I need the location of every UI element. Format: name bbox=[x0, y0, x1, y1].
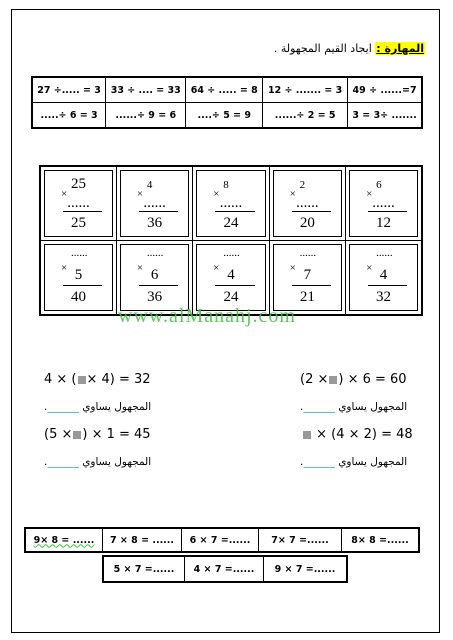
fraction-dots[interactable]: ...... bbox=[296, 195, 319, 211]
times-sign: × bbox=[289, 262, 296, 274]
eq-text: × (4 × 2) = 48 bbox=[316, 427, 413, 442]
division-cell[interactable]: 33 ÷ .... = 33 bbox=[106, 77, 186, 103]
fraction-dots[interactable]: ...... bbox=[219, 195, 243, 211]
fraction-cell[interactable] bbox=[40, 241, 116, 316]
fraction-den: 20 bbox=[299, 215, 315, 231]
fraction-mid: 7 bbox=[303, 267, 312, 283]
unknown-label: المجهول يساوي bbox=[338, 401, 408, 413]
unknown-dot: . bbox=[300, 401, 304, 413]
fraction-cell[interactable] bbox=[193, 166, 269, 241]
unknown-dot: . bbox=[300, 456, 304, 468]
unknown-dot: . bbox=[44, 456, 48, 468]
mult-cell[interactable]: 8× 8 =...... bbox=[342, 528, 420, 552]
unknown-answer-1 bbox=[44, 401, 151, 413]
table-row bbox=[32, 77, 422, 103]
fraction-cell[interactable] bbox=[269, 166, 345, 241]
unknown-label: المجهول يساوي bbox=[82, 401, 152, 413]
eq-text: ) × 1 = 45 bbox=[82, 427, 151, 442]
fraction-dots[interactable]: ...... bbox=[67, 195, 90, 211]
fraction-bar bbox=[215, 285, 254, 286]
skill-label: المهارة : bbox=[376, 42, 424, 55]
mult-cell[interactable]: 6 × 7 =...... bbox=[182, 528, 259, 552]
unknown-square-icon[interactable] bbox=[303, 431, 311, 439]
unknown-answer-4 bbox=[300, 456, 407, 468]
division-cell[interactable]: 27 ÷..... = 3 bbox=[32, 77, 106, 103]
fraction-bar bbox=[139, 211, 178, 212]
mult-cell[interactable]: 9 × 7 =...... bbox=[264, 556, 348, 582]
equation-4 bbox=[302, 427, 413, 442]
division-cell[interactable]: 12 ÷ ....... = 3 bbox=[263, 77, 348, 103]
watermark: www.alManahj.com bbox=[118, 305, 296, 327]
fraction-cell[interactable] bbox=[346, 241, 422, 316]
fraction-top: 8 bbox=[223, 179, 229, 191]
answer-blank[interactable]: ______ bbox=[47, 401, 79, 413]
fraction-mid: 5 bbox=[74, 267, 83, 283]
division-cell[interactable]: 3 = 3÷ ....... bbox=[348, 103, 422, 129]
fraction-top: 6 bbox=[376, 179, 382, 191]
fraction-bar bbox=[292, 285, 331, 286]
fraction-den: 24 bbox=[223, 215, 239, 231]
times-sign: × bbox=[289, 188, 296, 200]
fraction-bar bbox=[215, 211, 254, 212]
fraction-den: 32 bbox=[376, 289, 392, 305]
eq-text: 4 × ( bbox=[44, 372, 77, 387]
fraction-mid: 4 bbox=[379, 267, 388, 283]
multiplication-table-row2 bbox=[102, 555, 348, 583]
table-row bbox=[25, 528, 419, 552]
fraction-den: 24 bbox=[223, 289, 239, 305]
fraction-dots[interactable]: ...... bbox=[71, 247, 88, 259]
unknown-answer-3 bbox=[44, 456, 151, 468]
fraction-dots[interactable]: ...... bbox=[146, 247, 164, 259]
worksheet-heading bbox=[274, 42, 425, 55]
eq-text: × 4) = 32 bbox=[86, 372, 151, 387]
eq-text: ) × 6 = 60 bbox=[338, 372, 407, 387]
fraction-cell[interactable] bbox=[346, 166, 422, 241]
multiplication-table bbox=[24, 527, 420, 553]
answer-blank[interactable]: ______ bbox=[47, 456, 79, 468]
fraction-dots[interactable]: ...... bbox=[223, 247, 240, 259]
fraction-dots[interactable]: ...... bbox=[143, 195, 166, 211]
times-sign: × bbox=[213, 188, 220, 200]
unknown-square-icon[interactable] bbox=[329, 376, 337, 384]
division-cell[interactable]: ......÷ 2 = 5 bbox=[263, 103, 348, 129]
fraction-bar bbox=[368, 285, 407, 286]
equation-1 bbox=[44, 372, 151, 387]
times-sign: × bbox=[136, 188, 144, 200]
table-row bbox=[40, 241, 422, 316]
fraction-den: 40 bbox=[70, 289, 86, 305]
fraction-den: 36 bbox=[147, 215, 163, 231]
unknown-square-icon[interactable] bbox=[78, 376, 86, 384]
fraction-dots[interactable]: ...... bbox=[299, 247, 317, 259]
fraction-grid bbox=[39, 165, 423, 316]
times-sign: × bbox=[366, 188, 373, 200]
fraction-bar bbox=[368, 211, 407, 212]
fraction-bar bbox=[292, 211, 331, 212]
equation-3 bbox=[44, 427, 151, 442]
division-cell[interactable]: 49 ÷ ......=7 bbox=[348, 77, 422, 103]
mult-cell[interactable]: 4 × 7 =...... bbox=[185, 556, 264, 582]
fraction-mid: 6 bbox=[150, 267, 159, 283]
times-sign: × bbox=[61, 188, 68, 200]
mult-cell[interactable]: 7 × 8 = ...... bbox=[103, 528, 182, 552]
fraction-den: 36 bbox=[147, 289, 163, 305]
unknown-answer-2 bbox=[300, 401, 407, 413]
answer-blank[interactable]: ______ bbox=[303, 456, 335, 468]
division-cell[interactable]: ....÷ 5 = 9 bbox=[186, 103, 263, 129]
eq-text: (2 × bbox=[300, 372, 329, 387]
fraction-dots[interactable]: ...... bbox=[376, 247, 393, 259]
eq-text: (5 × bbox=[44, 427, 73, 442]
table-row bbox=[103, 556, 347, 582]
fraction-cell[interactable] bbox=[40, 166, 116, 241]
equation-2 bbox=[300, 372, 407, 387]
times-sign: × bbox=[366, 262, 373, 274]
unknown-label: المجهول يساوي bbox=[338, 456, 408, 468]
fraction-cell[interactable] bbox=[269, 241, 345, 316]
answer-blank[interactable]: ______ bbox=[303, 401, 335, 413]
fraction-den: 21 bbox=[299, 289, 315, 305]
division-table bbox=[31, 76, 423, 129]
table-row bbox=[40, 166, 422, 241]
fraction-cell[interactable] bbox=[116, 241, 192, 316]
fraction-mid: 4 bbox=[227, 267, 235, 283]
mult-text: 9× 8 = ...... bbox=[33, 534, 95, 546]
mult-cell[interactable]: 5 × 7 =...... bbox=[103, 556, 185, 582]
times-sign: × bbox=[61, 262, 68, 274]
mult-cell[interactable]: 7× 7 =...... bbox=[259, 528, 342, 552]
unknown-square-icon[interactable] bbox=[73, 431, 81, 439]
fraction-top: 2 bbox=[299, 179, 306, 191]
unknown-dot: . bbox=[44, 401, 48, 413]
times-sign: × bbox=[213, 262, 220, 274]
division-cell[interactable]: .....÷ 6 = 3 bbox=[32, 103, 106, 129]
fraction-top: 25 bbox=[71, 176, 86, 192]
division-cell[interactable]: ......÷ 9 = 6 bbox=[106, 103, 186, 129]
fraction-cell[interactable] bbox=[193, 241, 269, 316]
mult-cell[interactable] bbox=[25, 528, 103, 552]
fraction-cell[interactable] bbox=[116, 166, 192, 241]
unknown-label: المجهول يساوي bbox=[82, 456, 152, 468]
times-sign: × bbox=[136, 262, 144, 274]
fraction-bar bbox=[63, 211, 102, 212]
fraction-top: 4 bbox=[146, 179, 153, 191]
fraction-bar bbox=[139, 285, 178, 286]
division-cell[interactable]: 64 ÷ ..... = 8 bbox=[186, 77, 263, 103]
fraction-den: 25 bbox=[70, 215, 86, 231]
table-row bbox=[32, 103, 422, 129]
skill-text: ايجاد القيم المجهولة . bbox=[273, 42, 376, 55]
fraction-den: 12 bbox=[376, 215, 392, 231]
fraction-dots[interactable]: ...... bbox=[372, 195, 395, 211]
fraction-bar bbox=[63, 285, 102, 286]
